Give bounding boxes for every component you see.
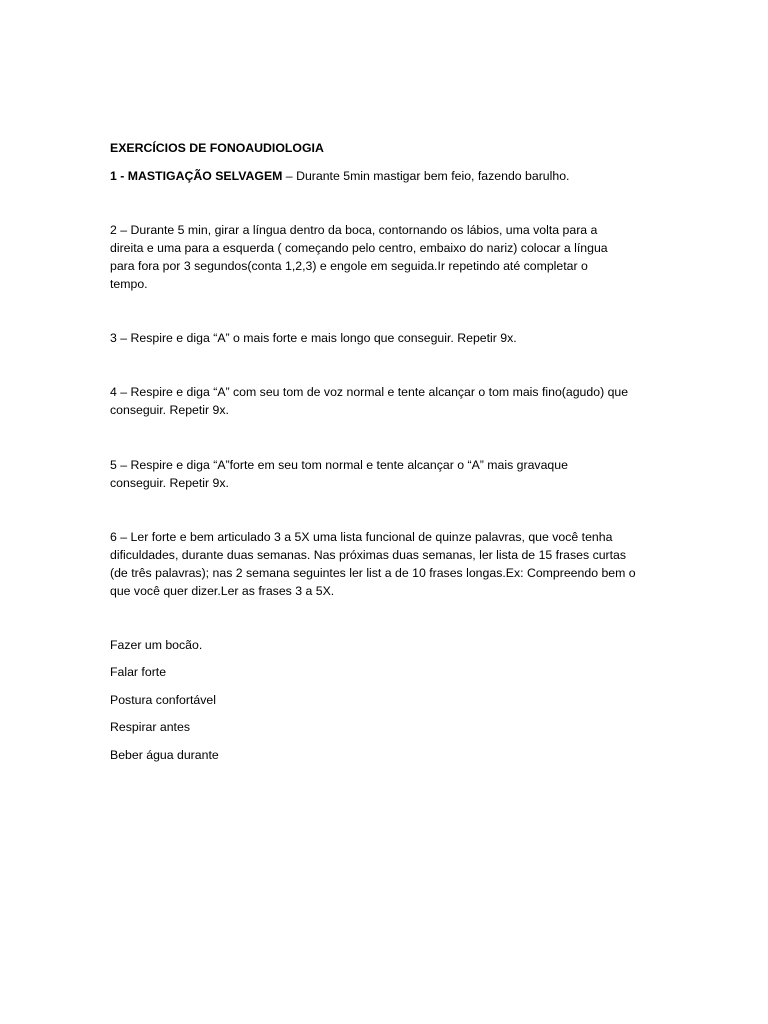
exercise-1 (110, 167, 670, 185)
tip-item: Falar forte (110, 665, 167, 679)
exercise-4 (110, 383, 670, 419)
tip-item: Respirar antes (110, 720, 190, 734)
exercise-3-line: 3 – Respire e diga “A” o mais forte e mais longo que conseguir. Repetir 9x. (110, 331, 517, 345)
exercise-6-line: 6 – Ler forte e bem articulado 3 a 5X uma lista funcional de quinze palavras, que você tenha (110, 530, 613, 544)
exercise-6-line: (de três palavras); nas 2 semana seguintes ler list a de 10 frases longas.Ex: Compreendo bem o (110, 566, 636, 580)
exercise-1-heading: 1 - MASTIGAÇÃO SELVAGEM (110, 169, 283, 183)
exercise-4-line: conseguir. Repetir 9x. (110, 403, 229, 417)
exercise-2-line: para fora por 3 segundos(conta 1,2,3) e engole em seguida.Ir repetindo até completar o (110, 259, 588, 273)
exercise-2-line: tempo. (110, 277, 148, 291)
exercise-4-line: 4 – Respire e diga “A” com seu tom de voz normal e tente alcançar o tom mais fino(agudo) que (110, 385, 629, 399)
tip-item: Beber água durante (110, 748, 219, 762)
exercise-2-line: 2 – Durante 5 min, girar a língua dentro da boca, contornando os lábios, uma volta para a (110, 223, 598, 237)
exercise-3 (110, 329, 670, 347)
exercise-5-line: conseguir. Repetir 9x. (110, 476, 229, 490)
exercise-5 (110, 456, 670, 492)
document-title: EXERCÍCIOS DE FONOAUDIOLOGIA (110, 141, 324, 155)
exercise-2-line: direita e uma para a esquerda ( começando pelo centro, embaixo do nariz) colocar a língua (110, 241, 608, 255)
tip-item: Postura confortável (110, 693, 216, 707)
exercise-5-line: 5 – Respire e diga “A”forte em seu tom normal e tente alcançar o “A” mais gravaque (110, 458, 568, 472)
exercise-6-line: que você quer dizer.Ler as frases 3 a 5X. (110, 584, 335, 598)
exercise-1-text: – Durante 5min mastigar bem feio, fazendo barulho. (282, 169, 570, 183)
exercise-6 (110, 528, 670, 600)
exercise-2 (110, 221, 670, 293)
exercise-6-line: dificuldades, durante duas semanas. Nas próximas duas semanas, ler lista de 15 frases curtas (110, 548, 627, 562)
tip-item: Fazer um bocão. (110, 638, 203, 652)
